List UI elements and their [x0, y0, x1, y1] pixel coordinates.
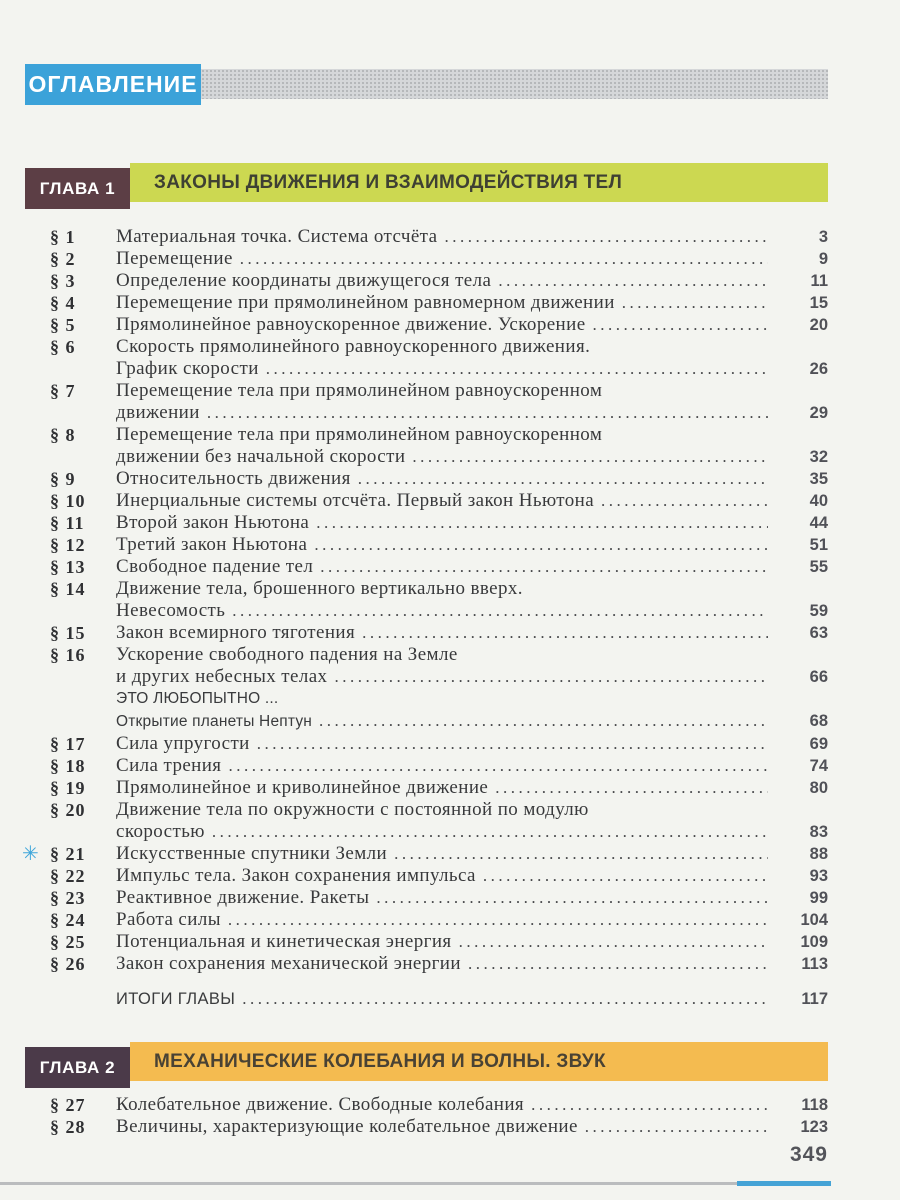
- entry-section-number: § 15: [50, 623, 86, 643]
- entry-body: [116, 799, 828, 843]
- entry-section-number: § 8: [50, 425, 76, 445]
- dot-leader: [459, 931, 768, 953]
- entry-section-number: § 3: [50, 271, 76, 291]
- entry-title-text: Движение тела, брошенного вертикально вверх.: [116, 578, 523, 599]
- entry-page-number: 15: [809, 294, 828, 312]
- entry-title-text: Перемещение при прямолинейном равномерном движении: [116, 292, 615, 313]
- toc-entry: [50, 556, 828, 578]
- entry-page-number: 35: [809, 470, 828, 488]
- entry-body: [116, 556, 828, 578]
- entry-title-text: Закон сохранения механической энергии: [116, 953, 461, 974]
- toc-entry: [50, 733, 828, 755]
- entry-page-number: 59: [809, 602, 828, 620]
- entry-section-number: § 2: [50, 249, 76, 269]
- entry-title-text: Потенциальная и кинетическая энергия: [116, 931, 452, 952]
- entry-page-number: 3: [818, 228, 828, 246]
- chapter-2-title: МЕХАНИЧЕСКИЕ КОЛЕБАНИЯ И ВОЛНЫ. ЗВУК: [154, 1050, 606, 1072]
- toc-entry: [50, 336, 828, 380]
- entry-title-text: График скорости: [116, 358, 259, 379]
- entry-section-number: § 28: [50, 1117, 86, 1137]
- toc-entry: [50, 380, 828, 424]
- entry-title-line: [116, 292, 828, 314]
- entry-body: [116, 380, 828, 424]
- entry-title-text: Второй закон Ньютона: [116, 512, 310, 533]
- entry-title-line: [116, 688, 828, 710]
- chapter-1-title: ЗАКОНЫ ДВИЖЕНИЯ И ВЗАИМОДЕЙСТВИЯ ТЕЛ: [154, 171, 623, 193]
- toc-entry: [50, 292, 828, 314]
- entry-page-number: 63: [809, 624, 828, 642]
- entry-title-line: [116, 799, 828, 821]
- entry-section-number: [50, 688, 116, 710]
- entry-page-number: 55: [809, 558, 828, 576]
- entry-page-number: 117: [801, 990, 828, 1008]
- dot-leader: [334, 666, 768, 688]
- toc-entry: [22, 843, 828, 865]
- entry-body: [116, 490, 828, 512]
- entry-body: [116, 931, 828, 953]
- entry-title-text: Искусственные спутники Земли: [116, 843, 388, 864]
- dot-leader: [212, 821, 768, 843]
- entry-title-text: Прямолинейное равноускоренное движение. Ускорение: [116, 314, 586, 335]
- toc-entry: [50, 1094, 828, 1116]
- entry-section-number: § 20: [50, 800, 86, 820]
- entry-title-text: Величины, характеризующие колебательное движение: [116, 1116, 578, 1137]
- entry-title-line: [116, 953, 828, 975]
- entry-section-number: § 6: [50, 337, 76, 357]
- entry-page-number: 88: [809, 845, 828, 863]
- entry-title-text: Ускорение свободного падения на Земле: [116, 644, 458, 665]
- footer-rule-accent: [737, 1181, 831, 1186]
- dot-leader: [240, 248, 768, 270]
- entry-page-number: 26: [809, 360, 828, 378]
- entry-title-line: [116, 314, 828, 336]
- dot-leader: [468, 953, 768, 975]
- dot-leader: [207, 402, 768, 424]
- entry-title-line: [116, 909, 828, 931]
- entry-title-line: [116, 424, 828, 446]
- entry-body: [116, 777, 828, 799]
- entry-title-line: [116, 644, 828, 666]
- entry-title-line: [116, 226, 828, 248]
- entry-section-number: [50, 988, 116, 1010]
- toc-entry: [50, 424, 828, 468]
- entry-body: [116, 909, 828, 931]
- entry-page-number: 66: [809, 668, 828, 686]
- entry-title-text: Инерциальные системы отсчёта. Первый закон Ньютона: [116, 490, 595, 511]
- dot-leader: [319, 710, 768, 733]
- asterisk-icon: ✳: [22, 843, 39, 865]
- entry-title-text: и других небесных телах: [116, 666, 328, 687]
- entry-body: [116, 226, 828, 248]
- entry-body: [116, 468, 828, 490]
- entry-section-number: § 5: [50, 315, 76, 335]
- dot-leader: [412, 446, 768, 468]
- entry-page-number: 68: [809, 712, 828, 730]
- dot-leader: [232, 600, 768, 622]
- entry-body: [116, 270, 828, 292]
- entry-title-line: [116, 931, 828, 953]
- chapter-2-heading: [25, 1042, 828, 1088]
- entry-body: [116, 336, 828, 380]
- entry-page-number: 29: [809, 404, 828, 422]
- entry-body: [116, 1094, 828, 1116]
- entry-section-number: § 18: [50, 756, 86, 776]
- entry-title-line: [116, 1116, 828, 1138]
- entry-section-number: § 1: [50, 227, 76, 247]
- entry-section-number: § 17: [50, 734, 86, 754]
- entry-title-line: [116, 821, 828, 843]
- entry-body: [116, 688, 828, 710]
- entry-section-number: § 16: [50, 645, 86, 665]
- entry-body: [116, 843, 828, 865]
- entry-title-text: Свободное падение тел: [116, 556, 314, 577]
- entry-body: [116, 314, 828, 336]
- entry-title-line: [116, 666, 828, 688]
- toc-entry: [50, 248, 828, 270]
- entry-title-text: Реактивное движение. Ракеты: [116, 887, 370, 908]
- entry-body: [116, 887, 828, 909]
- toc-entry: [50, 468, 828, 490]
- entry-body: [116, 534, 828, 556]
- entry-page-number: 40: [809, 492, 828, 510]
- dot-leader: [498, 270, 768, 292]
- entry-title-text: ИТОГИ ГЛАВЫ: [116, 990, 236, 1008]
- entry-title-line: [116, 446, 828, 468]
- dot-leader: [483, 865, 768, 887]
- chapter-2-title-bar: [130, 1042, 828, 1081]
- dot-leader: [228, 755, 768, 777]
- toc-header-bar: [201, 69, 828, 99]
- entry-body: [116, 953, 828, 975]
- entry-section-number: § 4: [50, 293, 76, 313]
- entry-title-line: [116, 865, 828, 887]
- toc-entry: [50, 988, 828, 1010]
- entry-body: [116, 1116, 828, 1138]
- entry-section-number: § 13: [50, 557, 86, 577]
- dot-leader: [316, 512, 768, 534]
- entry-title-text: Относительность движения: [116, 468, 351, 489]
- entry-body: [116, 512, 828, 534]
- entry-title-text: Сила упругости: [116, 733, 250, 754]
- entry-page-number: 11: [810, 272, 828, 290]
- toc-entry: [50, 1116, 828, 1138]
- entry-body: [116, 988, 828, 1010]
- entry-section-number: § 12: [50, 535, 86, 555]
- dot-leader: [531, 1094, 768, 1116]
- dot-leader: [362, 622, 768, 644]
- entry-section-number: § 9: [50, 469, 76, 489]
- chapter-1-heading: [25, 163, 828, 209]
- toc-entry: [50, 887, 828, 909]
- dot-leader: [376, 887, 768, 909]
- entry-title-text: Колебательное движение. Свободные колебания: [116, 1094, 525, 1115]
- toc-entry: [50, 755, 828, 777]
- entry-page-number: 109: [800, 933, 828, 951]
- entry-title-line: [116, 556, 828, 578]
- entry-page-number: 9: [818, 250, 828, 268]
- entry-section-number: § 21: [50, 844, 86, 864]
- entry-page-number: 83: [809, 823, 828, 841]
- toc-header: [25, 64, 828, 105]
- toc-entry: [50, 226, 828, 248]
- entry-title-line: [116, 755, 828, 777]
- entry-title-text: Перемещение тела при прямолинейном равноускоренном: [116, 380, 603, 401]
- entry-section-number: § 7: [50, 381, 76, 401]
- entry-title-line: [116, 490, 828, 512]
- chapter-1-title-bar: [130, 163, 828, 202]
- entry-section-number: § 10: [50, 491, 86, 511]
- toc-entry: [50, 688, 828, 710]
- entry-page-number: 80: [809, 779, 828, 797]
- entry-title-text: Сила трения: [116, 755, 222, 776]
- toc-entry: [50, 314, 828, 336]
- toc-entry: [50, 644, 828, 688]
- entry-body: [116, 292, 828, 314]
- entry-title-line: [116, 988, 828, 1010]
- entry-title-text: Движение тела по окружности с постоянной по модулю: [116, 799, 589, 820]
- entry-title-text: Работа силы: [116, 909, 221, 930]
- page-number: 349: [789, 1143, 828, 1166]
- dot-leader: [444, 226, 768, 248]
- toc-entry: [50, 953, 828, 975]
- entry-body: [116, 644, 828, 688]
- entry-page-number: 99: [809, 889, 828, 907]
- entry-title-line: [116, 733, 828, 755]
- toc-entry: [50, 865, 828, 887]
- entry-section-number: § 11: [50, 513, 85, 533]
- toc-entry: [50, 931, 828, 953]
- entry-body: [116, 733, 828, 755]
- toc-entry: [50, 578, 828, 622]
- entry-body: [116, 710, 828, 733]
- entry-page-number: 113: [801, 955, 828, 973]
- dot-leader: [228, 909, 768, 931]
- dot-leader: [495, 777, 768, 799]
- entry-title-line: [116, 777, 828, 799]
- dot-leader: [601, 490, 768, 512]
- entry-title-line: [116, 512, 828, 534]
- entry-title-text: Перемещение тела при прямолинейном равноускоренном: [116, 424, 603, 445]
- dot-leader: [394, 843, 768, 865]
- entry-body: [116, 755, 828, 777]
- entry-page-number: 32: [809, 448, 828, 466]
- toc-entry: [50, 710, 828, 733]
- entry-title-text: Третий закон Ньютона: [116, 534, 308, 555]
- entry-page-number: 20: [809, 316, 828, 334]
- entry-title-text: Закон всемирного тяготения: [116, 622, 356, 643]
- toc-entry: [50, 622, 828, 644]
- entry-section-number: § 26: [50, 954, 86, 974]
- entry-section-number: § 27: [50, 1095, 86, 1115]
- dot-leader: [266, 358, 768, 380]
- footer-rule: [0, 1182, 831, 1185]
- toc-entry: [50, 490, 828, 512]
- entry-title-text: Перемещение: [116, 248, 233, 269]
- entry-title-text: ЭТО ЛЮБОПЫТНО ...: [116, 690, 279, 707]
- entry-title-text: Прямолинейное и криволинейное движение: [116, 777, 489, 798]
- chapter-2-entries: [50, 1094, 828, 1138]
- entry-page-number: 118: [801, 1096, 828, 1114]
- entry-title-text: скоростью: [116, 821, 205, 842]
- entry-title-line: [116, 887, 828, 909]
- entry-title-line: [116, 380, 828, 402]
- entry-title-text: Открытие планеты Нептун: [116, 713, 313, 730]
- entry-title-line: [116, 710, 828, 733]
- toc-entry: [50, 777, 828, 799]
- dot-leader: [358, 468, 768, 490]
- toc-entry: [50, 270, 828, 292]
- chapter-1-badge: ГЛАВА 1: [25, 168, 130, 209]
- chapter-1-entries: [22, 226, 828, 1010]
- entry-title-text: Невесомость: [116, 600, 226, 621]
- toc-title-badge: ОГЛАВЛЕНИЕ: [25, 64, 201, 105]
- entry-title-line: [116, 1094, 828, 1116]
- entry-title-line: [116, 336, 828, 358]
- entry-title-line: [116, 468, 828, 490]
- entry-title-text: движении: [116, 402, 200, 423]
- dot-leader: [320, 556, 768, 578]
- entry-page-number: 104: [800, 911, 828, 929]
- entry-body: [116, 578, 828, 622]
- entry-title-line: [116, 622, 828, 644]
- entry-page-number: 51: [809, 536, 828, 554]
- toc-entry: [50, 534, 828, 556]
- dot-leader: [314, 534, 768, 556]
- entry-body: [116, 865, 828, 887]
- entry-page-number: 69: [809, 735, 828, 753]
- entry-title-text: движении без начальной скорости: [116, 446, 406, 467]
- entry-section-number: § 19: [50, 778, 86, 798]
- entry-title-line: [116, 358, 828, 380]
- dot-leader: [257, 733, 768, 755]
- entry-title-text: Скорость прямолинейного равноускоренного движения.: [116, 336, 591, 357]
- entry-title-line: [116, 402, 828, 424]
- dot-leader: [242, 988, 768, 1010]
- entry-title-line: [116, 578, 828, 600]
- entry-title-line: [116, 248, 828, 270]
- entry-page-number: 74: [809, 757, 828, 775]
- entry-body: [116, 424, 828, 468]
- entry-body: [116, 622, 828, 644]
- dot-leader: [622, 292, 768, 314]
- entry-title-text: Определение координаты движущегося тела: [116, 270, 492, 291]
- entry-section-number: § 25: [50, 932, 86, 952]
- dot-leader: [593, 314, 768, 336]
- entry-title-line: [116, 534, 828, 556]
- entry-title-text: Материальная точка. Система отсчёта: [116, 226, 438, 247]
- entry-section-number: § 22: [50, 866, 86, 886]
- entry-body: [116, 248, 828, 270]
- toc-entry: [50, 909, 828, 931]
- entry-title-line: [116, 843, 828, 865]
- entry-page-number: 123: [800, 1118, 828, 1136]
- entry-section-number: § 23: [50, 888, 86, 908]
- dot-leader: [585, 1116, 768, 1138]
- entry-title-line: [116, 600, 828, 622]
- entry-section-number: § 14: [50, 579, 86, 599]
- entry-title-line: [116, 270, 828, 292]
- toc-entry: [50, 512, 828, 534]
- entry-page-number: 44: [809, 514, 828, 532]
- toc-entry: [50, 799, 828, 843]
- entry-page-number: 93: [809, 867, 828, 885]
- entry-title-text: Импульс тела. Закон сохранения импульса: [116, 865, 476, 886]
- entry-section-number: § 24: [50, 910, 86, 930]
- chapter-2-badge: ГЛАВА 2: [25, 1047, 130, 1088]
- entry-section-number: [50, 710, 116, 733]
